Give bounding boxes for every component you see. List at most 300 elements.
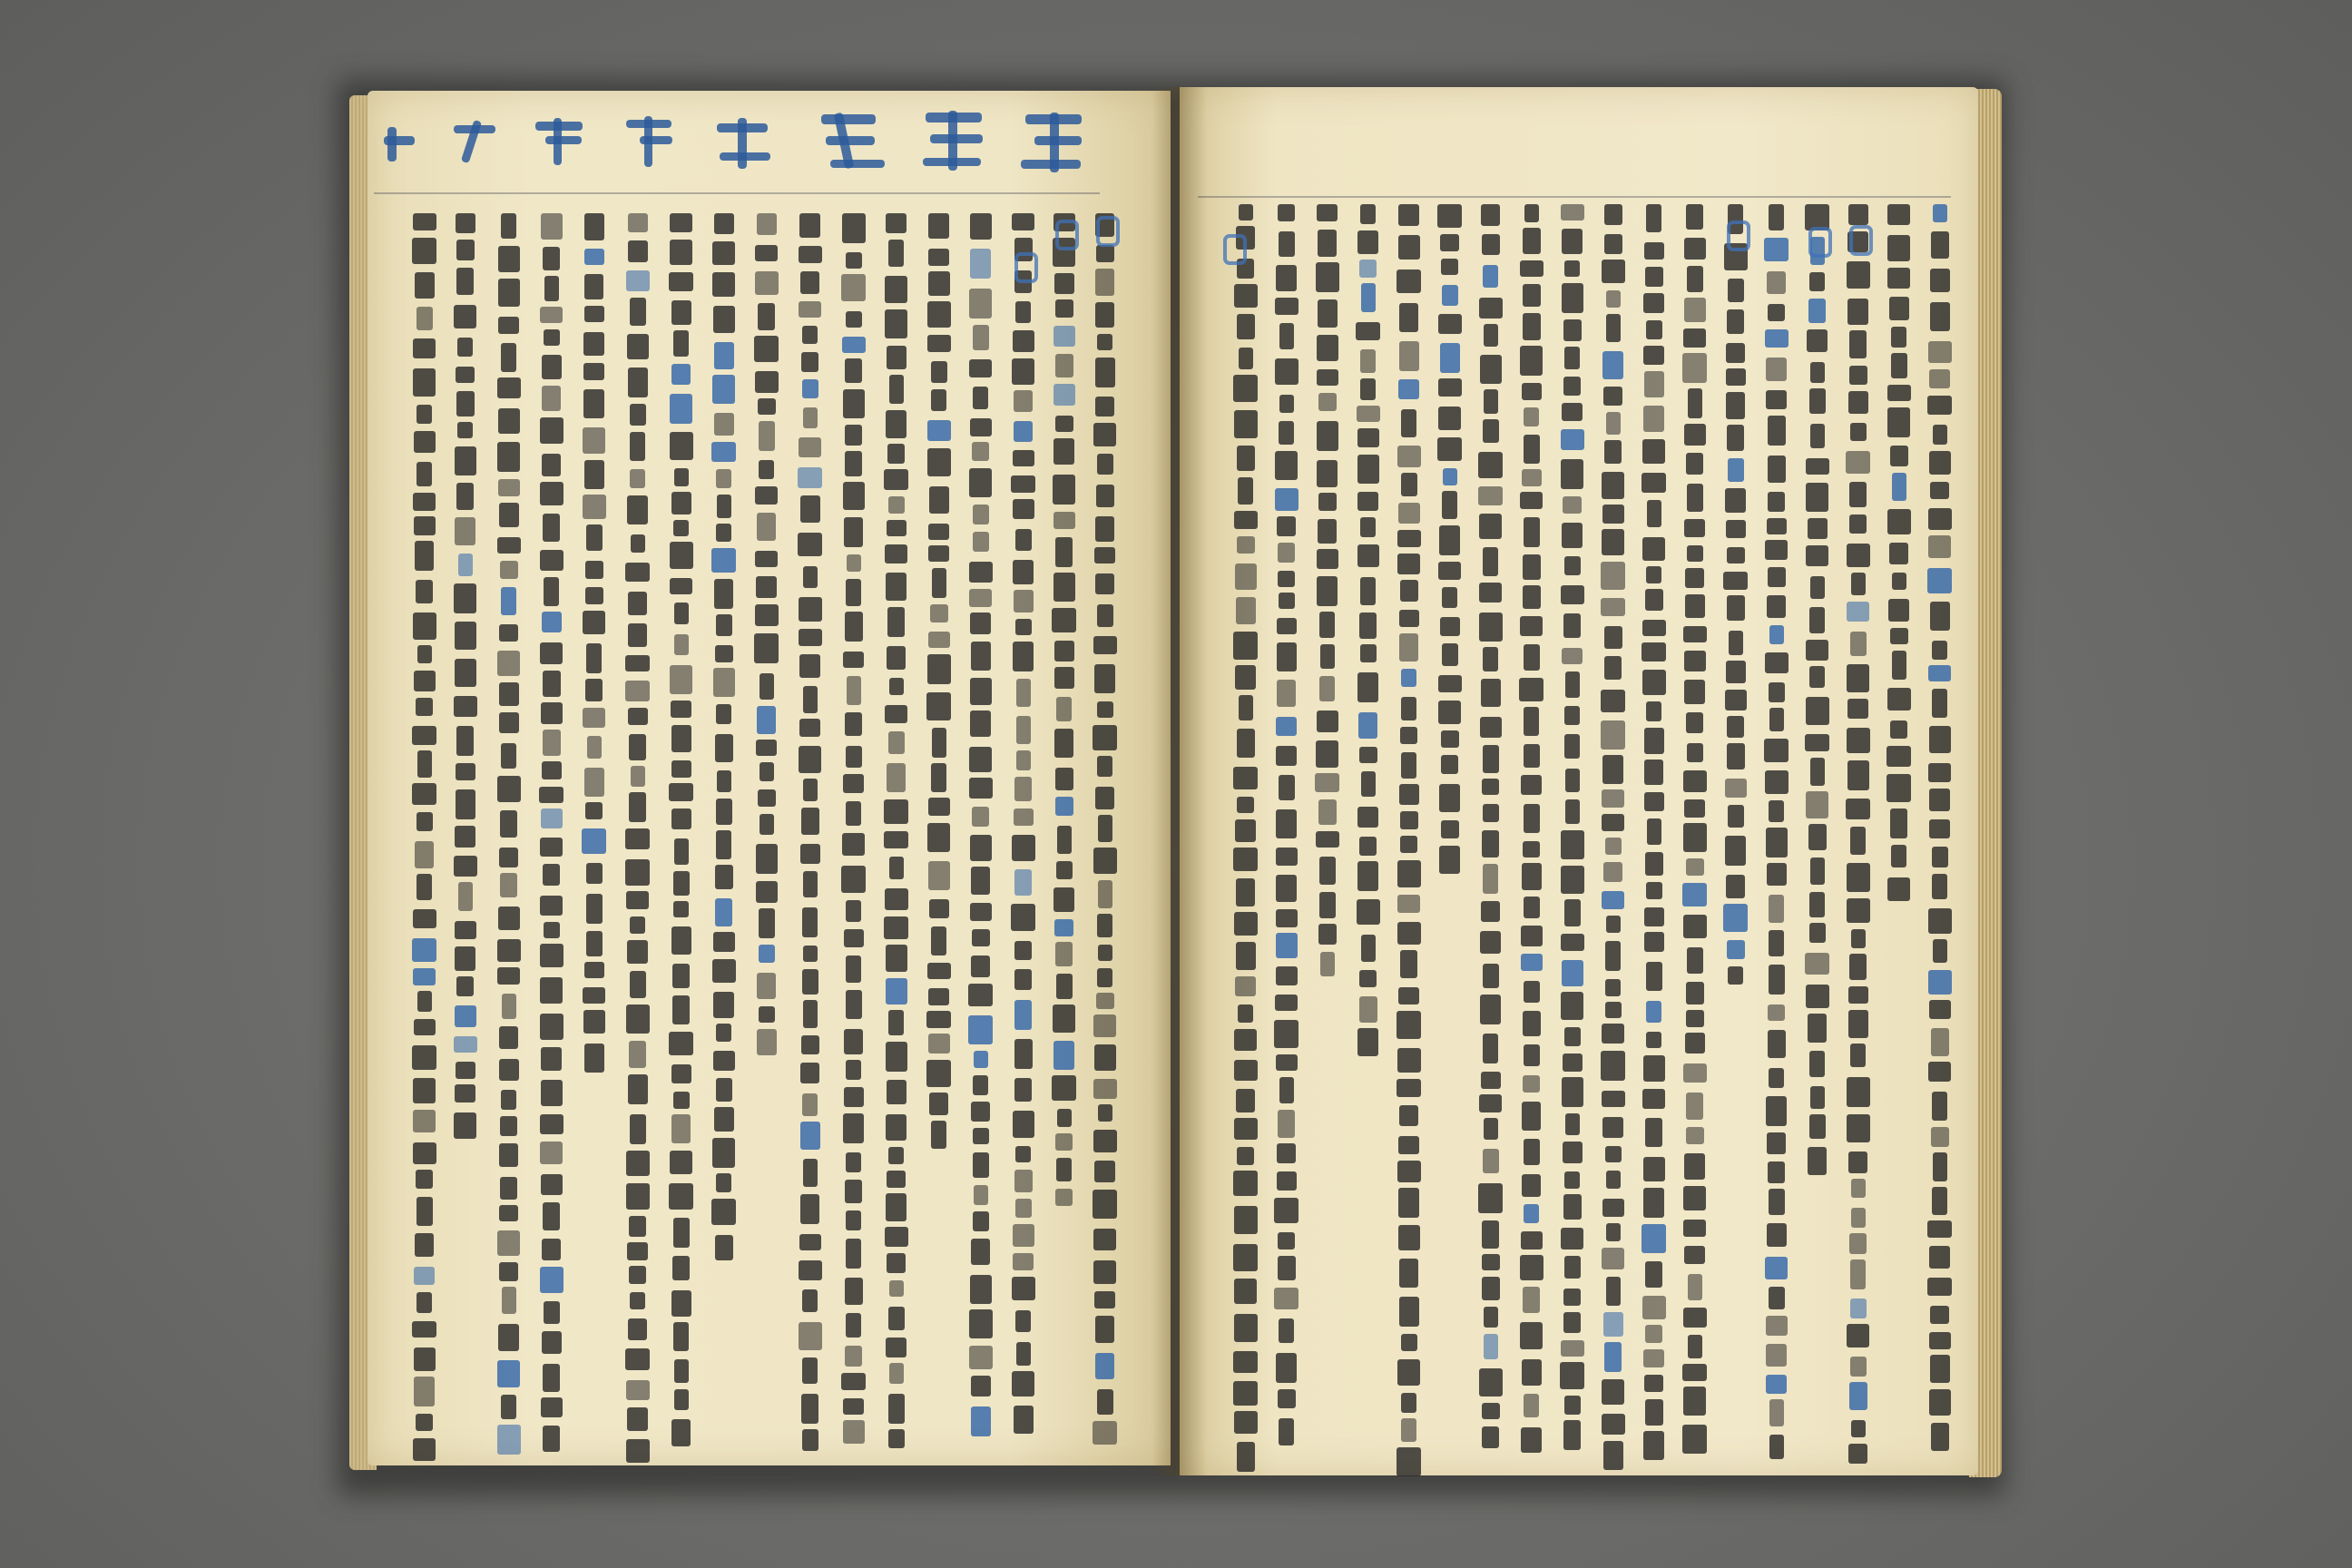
- handwritten-glyph: [885, 705, 907, 723]
- handwritten-glyph: [1687, 266, 1703, 292]
- handwritten-glyph: [1928, 1062, 1951, 1082]
- handwritten-glyph: [968, 984, 993, 1006]
- handwritten-glyph: [1561, 830, 1584, 859]
- handwritten-glyph: [972, 929, 990, 946]
- handwritten-glyph: [1277, 618, 1297, 634]
- handwritten-glyph: [799, 746, 821, 773]
- handwritten-glyph: [970, 835, 992, 861]
- handwritten-glyph: [1524, 1044, 1540, 1066]
- handwritten-glyph: [1928, 508, 1952, 530]
- handwritten-glyph: [1239, 204, 1253, 220]
- handwritten-glyph: [1098, 945, 1112, 961]
- handwritten-glyph: [1564, 260, 1580, 277]
- handwritten-glyph: [1565, 671, 1580, 698]
- handwritten-glyph: [847, 676, 861, 705]
- handwritten-glyph: [1440, 617, 1460, 636]
- handwritten-glyph: [670, 394, 692, 424]
- handwritten-glyph: [584, 768, 604, 797]
- handwritten-glyph: [1565, 769, 1580, 792]
- handwritten-glyph: [1727, 309, 1744, 334]
- handwritten-glyph: [1276, 265, 1297, 291]
- handwritten-glyph: [928, 271, 950, 296]
- handwritten-glyph: [454, 1112, 476, 1139]
- handwritten-glyph: [1441, 259, 1458, 275]
- handwritten-glyph: [1519, 678, 1544, 701]
- blue-annotation-mark: [1096, 216, 1120, 247]
- handwritten-glyph: [1768, 492, 1785, 512]
- handwritten-glyph: [1643, 406, 1664, 432]
- handwritten-glyph: [583, 987, 605, 1004]
- handwritten-glyph: [1684, 651, 1706, 671]
- handwritten-glyph: [1890, 446, 1908, 466]
- handwritten-glyph: [416, 580, 433, 603]
- handwritten-glyph: [1483, 804, 1499, 822]
- handwritten-glyph: [1317, 421, 1338, 451]
- handwritten-glyph: [584, 460, 604, 489]
- handwritten-glyph: [1769, 930, 1784, 956]
- handwritten-glyph: [1642, 1224, 1666, 1253]
- handwritten-glyph: [1563, 613, 1581, 638]
- handwritten-glyph: [1524, 981, 1540, 1003]
- handwritten-glyph: [625, 828, 650, 849]
- handwritten-glyph: [802, 1093, 818, 1116]
- handwritten-glyph: [759, 421, 775, 451]
- handwritten-glyph: [1359, 996, 1377, 1023]
- handwritten-glyph: [1398, 1188, 1419, 1218]
- handwritten-glyph: [1400, 811, 1418, 829]
- handwritten-glyph: [1766, 828, 1788, 858]
- handwritten-glyph: [1933, 1152, 1947, 1181]
- handwritten-glyph: [1317, 460, 1338, 487]
- handwritten-glyph: [1561, 429, 1584, 450]
- handwritten-glyph: [1685, 594, 1705, 618]
- handwritten-glyph: [1728, 966, 1743, 985]
- handwritten-glyph: [928, 1034, 950, 1054]
- handwritten-glyph: [714, 579, 733, 609]
- blue-annotation-mark: [1014, 252, 1038, 283]
- handwritten-glyph: [1279, 421, 1294, 445]
- handwritten-glyph: [671, 926, 691, 955]
- handwritten-glyph: [457, 338, 473, 357]
- handwritten-glyph: [413, 368, 436, 397]
- handwritten-glyph: [456, 763, 475, 780]
- handwritten-glyph: [800, 495, 820, 523]
- handwritten-glyph: [1887, 235, 1910, 261]
- handwritten-glyph: [970, 903, 992, 921]
- handwritten-glyph: [970, 710, 991, 737]
- handwritten-glyph: [625, 681, 650, 701]
- handwritten-glyph: [1357, 428, 1379, 447]
- handwritten-glyph: [1520, 1322, 1543, 1349]
- handwritten-glyph: [1520, 260, 1544, 277]
- handwritten-glyph: [1401, 1393, 1416, 1413]
- handwritten-glyph: [626, 1151, 650, 1176]
- handwritten-glyph: [973, 532, 989, 552]
- handwritten-glyph: [1235, 819, 1256, 842]
- handwritten-glyph: [1847, 699, 1868, 719]
- handwritten-glyph: [754, 336, 779, 362]
- handwritten-glyph: [1523, 554, 1541, 580]
- handwritten-glyph: [497, 1360, 520, 1387]
- handwritten-glyph: [1479, 514, 1502, 539]
- handwritten-glyph: [1806, 458, 1829, 475]
- handwritten-glyph: [846, 956, 861, 983]
- handwritten-glyph: [843, 1398, 864, 1415]
- handwritten-glyph: [500, 1177, 517, 1200]
- handwritten-glyph: [845, 612, 863, 642]
- handwritten-glyph: [1015, 619, 1032, 635]
- handwritten-glyph: [1440, 343, 1460, 373]
- handwritten-glyph: [1276, 933, 1298, 958]
- handwritten-glyph: [884, 799, 908, 824]
- handwritten-glyph: [1014, 808, 1034, 826]
- handwritten-glyph: [1606, 314, 1621, 342]
- handwritten-glyph: [412, 238, 436, 264]
- handwritten-glyph: [502, 994, 516, 1019]
- handwritten-glyph: [801, 1035, 819, 1054]
- handwritten-glyph: [413, 909, 436, 928]
- handwritten-glyph: [1520, 346, 1543, 376]
- handwritten-glyph: [1016, 1342, 1031, 1366]
- handwritten-glyph: [1682, 883, 1707, 906]
- handwritten-glyph: [1481, 1072, 1501, 1089]
- handwritten-glyph: [414, 516, 436, 535]
- handwritten-glyph: [1014, 869, 1032, 896]
- handwritten-glyph: [1524, 204, 1539, 222]
- handwritten-glyph: [971, 1102, 990, 1122]
- handwritten-glyph: [500, 873, 517, 897]
- handwritten-glyph: [1927, 1278, 1952, 1296]
- handwritten-glyph: [1642, 642, 1666, 662]
- handwritten-glyph: [1098, 1104, 1112, 1122]
- handwritten-glyph: [1686, 982, 1704, 1004]
- handwritten-glyph: [1054, 887, 1074, 912]
- handwritten-glyph: [1094, 664, 1115, 693]
- handwritten-glyph: [1399, 1259, 1418, 1288]
- handwritten-glyph: [1054, 729, 1073, 758]
- handwritten-glyph: [888, 1394, 905, 1424]
- handwritten-glyph: [456, 976, 474, 996]
- handwritten-glyph: [843, 1113, 864, 1143]
- handwritten-glyph: [927, 823, 950, 852]
- handwritten-glyph: [799, 301, 821, 318]
- handwritten-glyph: [1316, 831, 1339, 848]
- handwritten-glyph: [1928, 341, 1952, 363]
- handwritten-glyph: [1360, 349, 1376, 373]
- handwritten-glyph: [1520, 492, 1543, 509]
- handwritten-glyph: [1601, 720, 1625, 750]
- handwritten-glyph: [1277, 680, 1296, 707]
- handwritten-glyph: [1055, 797, 1073, 816]
- handwritten-glyph: [716, 524, 731, 542]
- handwritten-glyph: [1644, 371, 1664, 397]
- handwritten-glyph: [1848, 1152, 1867, 1173]
- handwritten-glyph: [1851, 929, 1866, 948]
- handwritten-glyph: [1685, 568, 1704, 588]
- handwritten-glyph: [1887, 385, 1911, 401]
- handwritten-glyph: [1688, 1274, 1702, 1300]
- handwritten-glyph: [1765, 652, 1788, 673]
- handwritten-glyph: [1479, 1094, 1502, 1112]
- handwritten-glyph: [1521, 775, 1542, 795]
- handwritten-glyph: [1644, 760, 1663, 785]
- handwritten-glyph: [1234, 1279, 1257, 1304]
- handwritten-glyph: [542, 355, 562, 379]
- handwritten-glyph: [413, 338, 436, 358]
- handwritten-glyph: [1055, 537, 1073, 567]
- handwritten-glyph: [413, 1110, 436, 1132]
- handwritten-glyph: [1726, 368, 1746, 386]
- handwritten-glyph: [501, 743, 516, 769]
- handwritten-glyph: [715, 1235, 733, 1260]
- handwritten-glyph: [1645, 589, 1663, 611]
- handwritten-glyph: [1684, 238, 1706, 260]
- handwritten-glyph: [543, 514, 560, 542]
- handwritten-glyph: [1401, 697, 1416, 720]
- handwritten-glyph: [756, 844, 778, 874]
- handwritten-glyph: [1522, 383, 1542, 400]
- handwritten-glyph: [1848, 204, 1868, 225]
- handwritten-glyph: [628, 1074, 648, 1104]
- handwritten-glyph: [1234, 1206, 1258, 1234]
- handwritten-glyph: [1521, 1427, 1542, 1453]
- handwritten-glyph: [1642, 670, 1666, 695]
- handwritten-glyph: [842, 213, 866, 243]
- handwritten-glyph: [1644, 932, 1664, 952]
- handwritten-glyph: [1014, 390, 1033, 412]
- handwritten-glyph: [586, 931, 603, 956]
- handwritten-glyph: [1054, 273, 1074, 294]
- handwritten-glyph: [1725, 836, 1746, 866]
- handwritten-glyph: [1481, 204, 1500, 226]
- handwritten-glyph: [1848, 1010, 1868, 1038]
- handwritten-glyph: [1806, 697, 1829, 725]
- handwritten-glyph: [1767, 1132, 1786, 1154]
- handwritten-glyph: [630, 432, 645, 461]
- handwritten-glyph: [799, 246, 822, 263]
- handwritten-glyph: [1683, 1063, 1707, 1083]
- handwritten-glyph: [1401, 669, 1416, 687]
- handwritten-glyph: [803, 871, 818, 897]
- handwritten-glyph: [1725, 488, 1746, 513]
- handwritten-glyph: [1438, 407, 1461, 430]
- handwritten-glyph: [845, 451, 862, 476]
- handwritten-glyph: [1097, 756, 1112, 777]
- handwritten-glyph: [1398, 503, 1420, 524]
- handwritten-glyph: [1766, 358, 1787, 381]
- handwritten-glyph: [456, 268, 474, 295]
- handwritten-glyph: [1524, 897, 1540, 918]
- handwritten-glyph: [1482, 830, 1499, 858]
- handwritten-glyph: [1805, 953, 1829, 975]
- handwritten-glyph: [971, 956, 990, 977]
- handwritten-glyph: [1602, 260, 1625, 283]
- handwritten-glyph: [1767, 271, 1786, 294]
- handwritten-glyph: [886, 945, 907, 972]
- handwritten-glyph: [759, 945, 775, 963]
- handwritten-glyph: [1441, 755, 1458, 774]
- handwritten-glyph: [928, 249, 949, 266]
- handwritten-glyph: [1093, 848, 1117, 874]
- handwritten-glyph: [1011, 904, 1035, 931]
- handwritten-glyph: [844, 517, 863, 547]
- handwritten-glyph: [1646, 204, 1661, 232]
- handwritten-glyph: [846, 1239, 861, 1269]
- handwritten-glyph: [1278, 1110, 1295, 1138]
- handwritten-glyph: [1930, 269, 1950, 292]
- handwritten-glyph: [673, 520, 689, 536]
- handwritten-glyph: [1683, 915, 1707, 938]
- handwritten-glyph: [674, 838, 689, 865]
- handwritten-glyph: [630, 916, 645, 934]
- handwritten-glyph: [1522, 863, 1542, 890]
- handwritten-glyph: [1766, 1375, 1787, 1394]
- handwritten-glyph: [887, 607, 905, 637]
- handwritten-glyph: [540, 642, 563, 664]
- handwritten-glyph: [586, 894, 603, 924]
- handwritten-glyph: [1849, 954, 1867, 980]
- handwritten-glyph: [1238, 477, 1253, 505]
- handwritten-glyph: [1052, 608, 1076, 632]
- handwritten-glyph: [931, 389, 946, 411]
- handwritten-glyph: [1806, 545, 1828, 566]
- handwritten-glyph: [1096, 245, 1114, 262]
- handwritten-glyph: [625, 859, 650, 886]
- handwritten-glyph: [1438, 562, 1461, 580]
- handwritten-glyph: [1482, 1277, 1500, 1300]
- handwritten-glyph: [1438, 378, 1462, 397]
- handwritten-glyph: [670, 240, 692, 265]
- handwritten-glyph: [670, 213, 692, 232]
- handwritten-glyph: [887, 444, 905, 464]
- handwritten-glyph: [583, 708, 605, 728]
- handwritten-glyph: [1891, 353, 1907, 378]
- handwritten-glyph: [541, 808, 563, 828]
- handwritten-glyph: [1357, 230, 1378, 254]
- handwritten-glyph: [1276, 1054, 1298, 1071]
- handwritten-glyph: [1483, 864, 1498, 894]
- handwritten-glyph: [673, 901, 689, 917]
- handwritten-glyph: [501, 213, 516, 239]
- handwritten-glyph: [1523, 1075, 1540, 1093]
- handwritten-glyph: [1238, 1004, 1253, 1023]
- handwritten-glyph: [757, 513, 776, 541]
- handwritten-glyph: [1646, 320, 1662, 339]
- handwritten-glyph: [970, 418, 992, 436]
- handwritten-glyph: [630, 1292, 645, 1309]
- handwritten-glyph: [501, 1090, 516, 1110]
- handwritten-glyph: [1440, 234, 1459, 251]
- handwritten-glyph: [671, 492, 691, 514]
- handwritten-glyph: [627, 1242, 648, 1260]
- handwritten-glyph: [413, 1438, 436, 1461]
- handwritten-glyph: [1769, 625, 1784, 644]
- handwritten-glyph: [500, 810, 517, 838]
- handwritten-glyph: [885, 544, 907, 564]
- handwritten-glyph: [1564, 1171, 1580, 1189]
- handwritten-glyph: [1806, 985, 1829, 1008]
- handwritten-glyph: [1398, 987, 1419, 1004]
- handwritten-glyph: [1809, 923, 1826, 943]
- handwritten-glyph: [888, 731, 905, 754]
- handwritten-glyph: [1683, 823, 1707, 852]
- handwritten-glyph: [969, 778, 993, 799]
- handwritten-glyph: [1437, 204, 1462, 228]
- handwritten-glyph: [1054, 573, 1075, 602]
- handwritten-glyph: [497, 967, 520, 985]
- handwritten-glyph: [969, 1346, 993, 1369]
- handwritten-glyph: [759, 460, 774, 479]
- handwritten-glyph: [1642, 1296, 1666, 1319]
- handwritten-glyph: [1484, 389, 1498, 414]
- handwritten-glyph: [1013, 499, 1034, 519]
- handwritten-glyph: [846, 252, 862, 269]
- handwritten-glyph: [1239, 695, 1253, 720]
- handwritten-glyph: [755, 551, 778, 567]
- handwritten-glyph: [884, 469, 908, 490]
- handwritten-glyph: [1932, 1187, 1947, 1215]
- handwritten-glyph: [1769, 1189, 1785, 1215]
- handwritten-glyph: [1602, 505, 1624, 524]
- handwritten-glyph: [497, 651, 520, 676]
- handwritten-glyph: [1361, 771, 1376, 797]
- handwritten-glyph: [1234, 511, 1258, 529]
- handwritten-glyph: [1233, 1381, 1258, 1406]
- handwritten-glyph: [1605, 838, 1622, 855]
- handwritten-glyph: [1524, 644, 1540, 671]
- handwritten-glyph: [1766, 1096, 1787, 1126]
- handwritten-glyph: [1360, 577, 1376, 605]
- handwritten-glyph: [845, 1278, 863, 1305]
- handwritten-glyph: [1927, 1220, 1952, 1238]
- handwritten-glyph: [1726, 392, 1745, 419]
- handwritten-glyph: [1056, 861, 1073, 879]
- handwritten-glyph: [1012, 1371, 1034, 1396]
- handwritten-glyph: [413, 213, 436, 230]
- handwritten-glyph: [499, 624, 518, 642]
- handwritten-glyph: [1236, 878, 1255, 906]
- handwritten-glyph: [1095, 573, 1114, 594]
- handwritten-glyph: [1093, 1130, 1117, 1152]
- handwritten-glyph: [1437, 437, 1462, 461]
- handwritten-glyph: [669, 272, 693, 291]
- handwritten-glyph: [1524, 707, 1539, 736]
- handwritten-glyph: [1523, 284, 1541, 307]
- handwritten-glyph: [1602, 1024, 1624, 1044]
- handwritten-glyph: [711, 442, 736, 462]
- handwritten-glyph: [1564, 347, 1580, 369]
- handwritten-glyph: [1277, 516, 1296, 536]
- handwritten-glyph: [1684, 1153, 1705, 1180]
- handwritten-glyph: [415, 541, 434, 571]
- handwritten-glyph: [1643, 1157, 1665, 1181]
- handwritten-glyph: [1012, 358, 1034, 385]
- handwritten-glyph: [1012, 1277, 1035, 1300]
- handwritten-glyph: [1279, 1418, 1294, 1446]
- handwritten-glyph: [756, 881, 778, 903]
- handwritten-glyph: [1482, 234, 1500, 255]
- handwritten-glyph: [928, 213, 949, 239]
- handwritten-glyph: [541, 1174, 563, 1195]
- handwritten-glyph: [1849, 1233, 1867, 1254]
- handwritten-glyph: [973, 505, 989, 524]
- handwritten-glyph: [1682, 353, 1707, 383]
- handwritten-glyph: [1438, 675, 1462, 692]
- handwritten-glyph: [670, 432, 693, 460]
- handwritten-glyph: [1397, 922, 1421, 945]
- handwritten-glyph: [1478, 452, 1503, 478]
- handwritten-glyph: [1316, 262, 1339, 292]
